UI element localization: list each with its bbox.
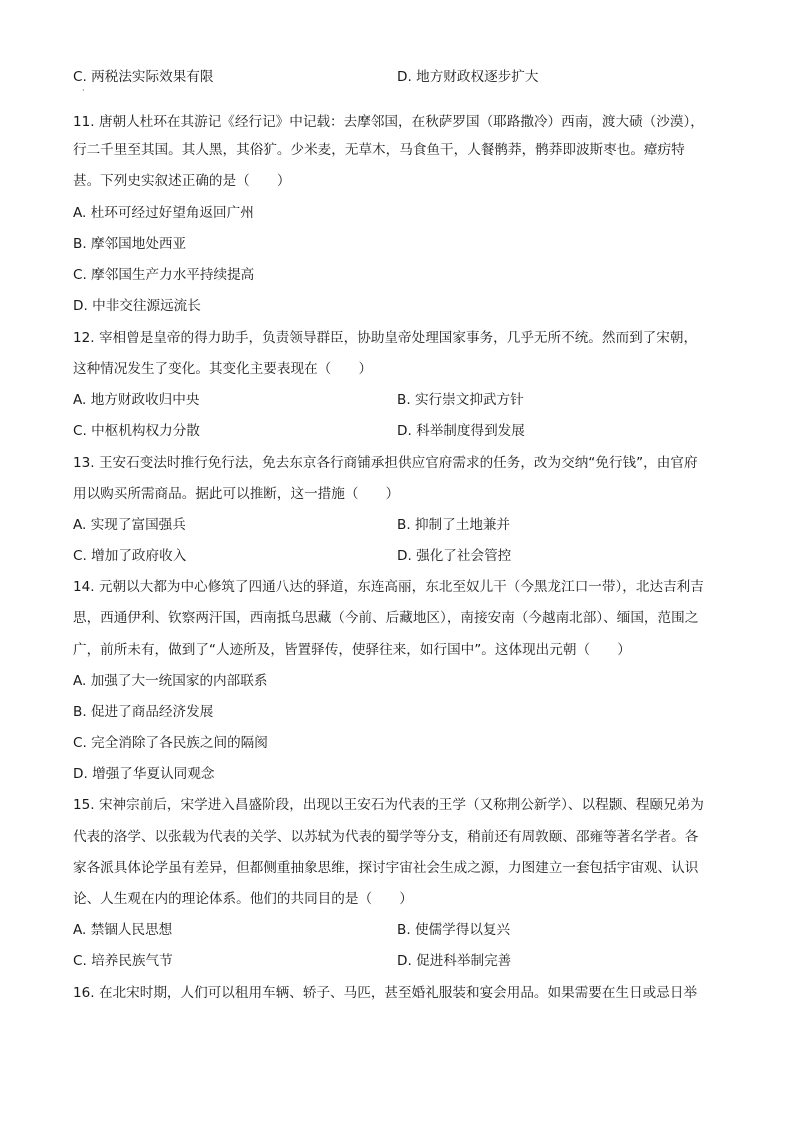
q12-option-c: C. 中枢机构权力分散 [73, 423, 200, 439]
q15-option-c: C. 培养民族气节 [73, 953, 173, 969]
q10-option-c: C. 两税法实际效果有限 [73, 69, 214, 85]
q12-option-d: D. 科举制度得到发展 [397, 423, 525, 439]
q11-stem-line-2: 行二千里至其国。其人黑，其俗犷。少米麦，无草木，马食鱼干，人餐鹘莽，鹘莽即波斯枣也。瘴疠特 [73, 142, 685, 158]
q13-option-a: A. 实现了富国强兵 [73, 517, 186, 533]
q13-option-d: D. 强化了社会管控 [397, 548, 512, 564]
q11-option-d: D. 中非交往源远流长 [73, 298, 201, 314]
q15-option-a: A. 禁锢人民思想 [73, 922, 173, 938]
q11-option-c: C. 摩邻国生产力水平持续提高 [73, 267, 255, 283]
q10-option-d: D. 地方财政权逐步扩大 [397, 69, 539, 85]
q15-stem-line-2: 代表的洛学、以张载为代表的关学、以苏轼为代表的蜀学等分支，稍前还有周敦颐、邵雍等著名学者。各 [73, 829, 699, 845]
q12-option-b: B. 实行崇文抑武方针 [397, 392, 524, 408]
q12-option-a: A. 地方财政收归中央 [73, 392, 200, 408]
q11-stem-line-3: 甚。下列史实叙述正确的是（ ） [73, 173, 291, 189]
q15-stem-line-4: 论、人生观在内的理论体系。他们的共同目的是（ ） [73, 891, 413, 907]
q13-stem-line-1: 13. 王安石变法时推行免行法，免去东京各行商铺承担供应官府需求的任务，改为交纳“免行钱”，由官府 [73, 455, 698, 471]
q12-stem-line-1: 12. 宰相曾是皇帝的得力助手，负责领导群臣，协助皇帝处理国家事务，几乎无所不统。然而到了宋朝， [73, 330, 698, 346]
q14-option-c: C. 完全消除了各民族之间的隔阂 [73, 735, 268, 751]
q13-stem-line-2: 用以购买所需商品。据此可以推断，这一措施（ ） [73, 486, 400, 502]
q14-stem-line-2: 思，西通伊利、钦察两汗国，西南抵乌思藏（今前、后藏地区），南接安南（今越南北部）、缅国，范围之 [73, 610, 699, 626]
q12-stem-line-2: 这种情况发生了变化。其变化主要表现在（ ） [73, 361, 373, 377]
q14-stem-line-1: 14. 元朝以大都为中心修筑了四通八达的驿道，东连高丽，东北至奴儿干（今黑龙江口一带），北达吉利吉 [73, 579, 704, 595]
q14-option-d: D. 增强了华夏认同观念 [73, 766, 215, 782]
q11-stem-line-1: 11. 唐朝人杜环在其游记《经行记》中记载：去摩邻国，在秋萨罗国（耶路撒冷）西南，渡大碛（沙漠）， [73, 114, 704, 130]
q11-option-a: A. 杜环可经过好望角返回广州 [73, 205, 254, 221]
q15-option-d: D. 促进科举制完善 [397, 953, 512, 969]
q13-option-c: C. 增加了政府收入 [73, 548, 187, 564]
q15-option-b: B. 使儒学得以复兴 [397, 922, 511, 938]
q13-option-b: B. 抑制了土地兼并 [397, 517, 511, 533]
q16-stem-line-1: 16. 在北宋时期，人们可以租用车辆、轿子、马匹，甚至婚礼服装和宴会用品。如果需要在生日或忌日举 [73, 985, 698, 1001]
q11-option-b: B. 摩邻国地处西亚 [73, 236, 187, 252]
q14-option-a: A. 加强了大一统国家的内部联系 [73, 673, 268, 689]
q15-stem-line-3: 家各派具体论学虽有差异，但都侧重抽象思维，探讨宇宙社会生成之源，力图建立一套包括宇宙观、认识 [73, 860, 699, 876]
stray-dot: · [82, 86, 85, 95]
q14-option-b: B. 促进了商品经济发展 [73, 704, 214, 720]
q14-stem-line-3: 广，前所未有，做到了“人迹所及，皆置驿传，使驿往来，如行国中”。这体现出元朝（ ） [73, 642, 631, 658]
q15-stem-line-1: 15. 宋神宗前后，宋学进入昌盛阶段，出现以王安石为代表的王学（又称荆公新学）、以程颢、程颐兄弟为 [73, 797, 704, 813]
